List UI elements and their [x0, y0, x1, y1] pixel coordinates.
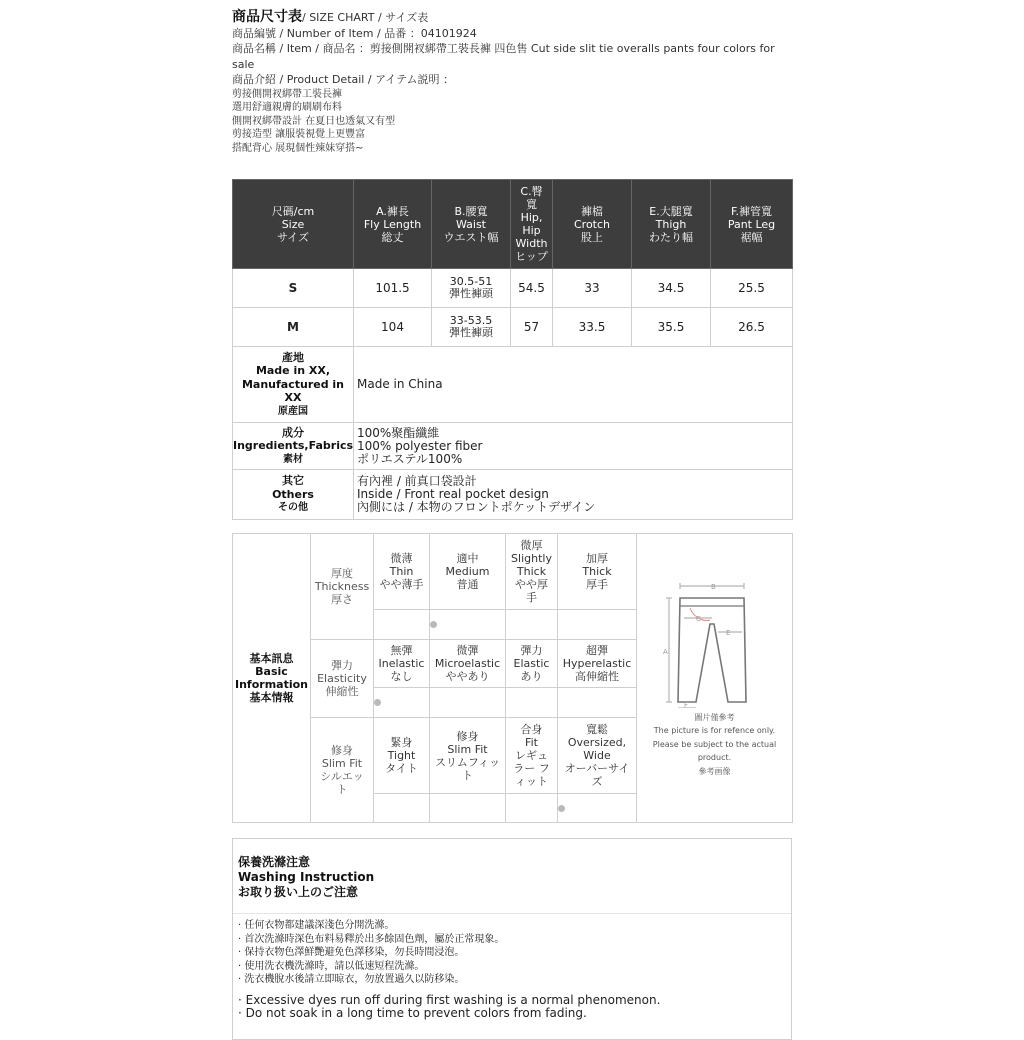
thigh-cell: 34.5 [632, 269, 711, 308]
fabric-value: 100%聚酯纖維 100% polyester fiber ポリエステル100% [354, 423, 793, 470]
detail-line: 剪接造型 讓服裝視覺上更豐富 [232, 129, 366, 140]
detail-line: 剪接側開衩綁帶工裝長褲 [232, 88, 342, 100]
dot-cell [374, 688, 430, 718]
fit-option-oversized: 寬鬆 Oversized, Wide オーバーサイ ズ [558, 718, 637, 794]
elasticity-option-microelastic: 微彈 Microelastic ややあり [430, 640, 506, 688]
basic-info-label: 基本訊息 Basic Information 基本情報 [233, 534, 311, 823]
list-item: · 任何衣物都建議深淺色分開洗滌。 [238, 920, 395, 931]
fit-option-slim-fit: 修身 Slim Fit スリムフィッ ト [430, 718, 506, 794]
table-row [233, 269, 793, 308]
diagram-label-f: F [683, 700, 688, 708]
size-chart-subtitle: / SIZE CHART / サイズ表 [302, 11, 429, 24]
table-row [233, 308, 793, 347]
list-item: · Excessive dyes run off during first washing is a normal phenomenon. [238, 992, 661, 1007]
washing-zh-list [233, 914, 791, 987]
list-item: · 保持衣物色澤鮮艷避免色澤移染，勿長時間浸泡。 [238, 947, 465, 958]
thickness-row [233, 534, 793, 610]
detail-line: 搭配背心 展現個性辣妹穿搭~ [232, 142, 364, 154]
elasticity-attr: 彈力 Elasticity 伸縮性 [311, 640, 374, 718]
elasticity-option-elastic: 彈力 Elastic あり [506, 640, 558, 688]
header-fly-length: A.褲長 Fly Length 総丈 [354, 180, 432, 269]
dot-cell [430, 794, 506, 823]
waist-cell: 33-53.5 彈性褲頭 [432, 308, 511, 347]
header-waist: B.腰寬 Waist ウエスト幅 [432, 180, 511, 269]
diagram-label-b: B [710, 582, 716, 591]
size-cell: S [233, 269, 354, 308]
thickness-option-thin: 微薄 Thin やや薄手 [374, 534, 430, 610]
others-value: 有內裡 / 前真口袋設計 Inside / Front real pocket design 內側には / 本物のフロントポケットデザイン [354, 470, 793, 520]
fit-option-tight: 緊身 Tight タイト [374, 718, 430, 794]
dot-cell [506, 688, 558, 718]
diagram-label-c: C [695, 614, 701, 623]
crotch-cell: 33.5 [553, 308, 632, 347]
size-chart-title: 商品尺寸表 [232, 9, 302, 25]
fabric-row [233, 423, 793, 470]
origin-label: 產地 Made in XX, Manufactured in XX 原産国 [233, 347, 354, 423]
fabric-label: 成分 Ingredients,Fabrics 素材 [233, 423, 354, 470]
header-thigh: E.大腿寬 Thigh わたり幅 [632, 180, 711, 269]
washing-en-list [233, 987, 791, 1021]
header-size: 尺碼/cm Size サイズ [233, 180, 354, 269]
product-header [232, 10, 792, 155]
hip-cell: 54.5 [511, 269, 553, 308]
length-cell: 101.5 [354, 269, 432, 308]
picture-caption: 圖片僅參考 The picture is for refence only. Please be subject to the actual product. 參考画像 [652, 712, 777, 776]
list-item: · 洗衣機脫水後請立即晾衣，勿放置過久以防移染。 [238, 974, 465, 985]
selected-dot [430, 621, 437, 628]
others-row [233, 470, 793, 520]
selected-dot [558, 805, 565, 812]
pants-diagram-cell [637, 534, 793, 823]
item-name: 商品名稱 / Item / 商品名 ：剪接側開衩綁帶工裝長褲 四色售 Cut side slit tie overalls pants four colors for sale [232, 42, 775, 71]
hip-cell: 57 [511, 308, 553, 347]
origin-value: Made in China [354, 347, 793, 423]
list-item: · 首次洗滌時深色布料易釋於出多餘固色劑，屬於正常現象。 [238, 933, 505, 945]
selected-dot [374, 699, 381, 706]
waist-cell: 30.5-51 彈性褲頭 [432, 269, 511, 308]
product-detail-lines [232, 88, 792, 156]
size-cell: M [233, 308, 354, 347]
elasticity-option-inelastic: 無彈 Inelastic なし [374, 640, 430, 688]
washing-title: 保養洗滌注意 Washing Instruction お取り扱い上のご注意 [233, 839, 791, 914]
dot-cell [374, 794, 430, 823]
dot-cell [506, 794, 558, 823]
dot-cell [506, 610, 558, 640]
detail-line: 選用舒適親膚的刷刷布料 [232, 102, 342, 113]
detail-line: 側開衩綁帶設計 在夏日也透氣又有型 [232, 115, 396, 127]
dot-cell [558, 688, 637, 718]
product-info-table [232, 346, 793, 520]
washing-instruction-box [232, 838, 792, 1040]
others-label: 其它 Others その他 [233, 470, 354, 520]
dot-cell [558, 610, 637, 640]
list-item: · Do not soak in a long time to prevent colors from fading. [238, 1006, 587, 1020]
pants-size-diagram [660, 578, 770, 708]
thickness-option-medium: 適中 Medium 普通 [430, 534, 506, 610]
thigh-cell: 35.5 [632, 308, 711, 347]
diagram-label-a: A [662, 647, 668, 656]
item-number: 商品編號 / Number of Item / 品番 ：04101924 [232, 26, 477, 40]
fit-option-fit: 合身 Fit レギュ ラー フ ィット [506, 718, 558, 794]
origin-row [233, 347, 793, 423]
leg-cell: 25.5 [711, 269, 793, 308]
dot-cell [374, 610, 430, 640]
thickness-option-thick: 加厚 Thick 厚手 [558, 534, 637, 610]
product-detail-label: 商品介紹 / Product Detail / アイテム説明 ： [232, 73, 455, 86]
elasticity-option-hyperelastic: 超彈 Hyperelastic 高伸縮性 [558, 640, 637, 688]
header-pant-leg: F.褲管寬 Pant Leg 裾幅 [711, 180, 793, 269]
thickness-attr: 厚度 Thickness 厚さ [311, 534, 374, 640]
diagram-label-e: E [725, 628, 730, 637]
dot-cell [430, 688, 506, 718]
header-hip: C.臀 寬 Hip, Hip Width ヒップ [511, 180, 553, 269]
list-item: · 使用洗衣機洗滌時，請以低速短程洗滌。 [238, 960, 425, 972]
size-table-header-row [233, 180, 793, 269]
crotch-cell: 33 [553, 269, 632, 308]
dot-cell [558, 794, 637, 823]
fit-attr: 修身 Slim Fit シルエッ ト [311, 718, 374, 823]
leg-cell: 26.5 [711, 308, 793, 347]
header-crotch: 褲檔 Crotch 股上 [553, 180, 632, 269]
thickness-option-slightly-thick: 微厚 Slightly Thick やや厚 手 [506, 534, 558, 610]
size-chart-table [232, 179, 793, 347]
length-cell: 104 [354, 308, 432, 347]
basic-info-table [232, 533, 793, 823]
dot-cell [430, 610, 506, 640]
